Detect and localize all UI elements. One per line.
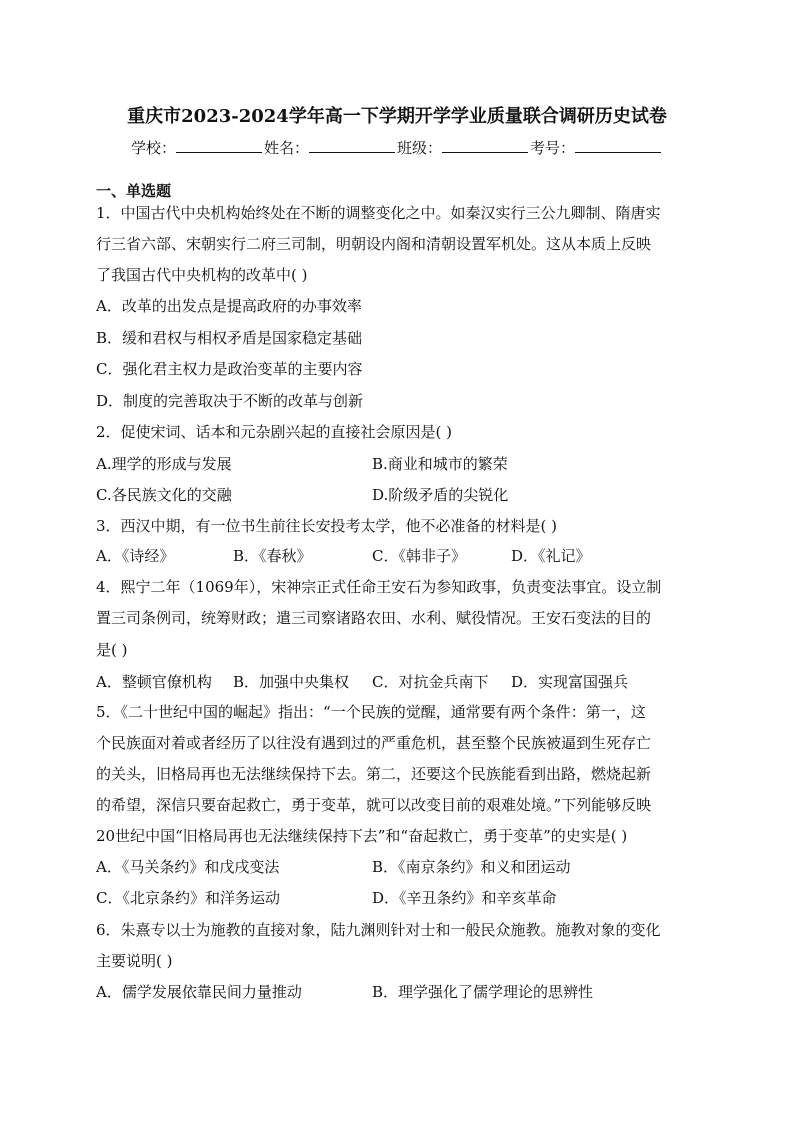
name-label: 姓名： bbox=[263, 139, 309, 157]
question-1-option-b[interactable]: B．缓和君权与相权矛盾是国家稳定基础 bbox=[96, 329, 363, 347]
question-3-line-1: 3．西汉中期，有一位书生前往长安投考太学，他不必准备的材料是( ) bbox=[96, 517, 558, 535]
question-4-option-c[interactable]: C．对抗金兵南下 bbox=[372, 673, 489, 691]
name-blank[interactable] bbox=[309, 138, 395, 153]
question-1-option-c[interactable]: C．强化君主权力是政治变革的主要内容 bbox=[96, 360, 363, 378]
question-4-line-3: 是( ) bbox=[96, 641, 128, 659]
question-3-option-d[interactable]: D．《礼记》 bbox=[511, 547, 591, 565]
question-5-option-d[interactable]: D．《辛丑条约》和辛亥革命 bbox=[372, 889, 557, 907]
question-5-option-b[interactable]: B．《南京条约》和义和团运动 bbox=[372, 858, 571, 876]
question-4-option-a[interactable]: A．整顿官僚机构 bbox=[96, 673, 212, 691]
school-blank[interactable] bbox=[176, 138, 262, 153]
class-blank[interactable] bbox=[442, 138, 528, 153]
question-5-option-c[interactable]: C．《北京条约》和洋务运动 bbox=[96, 889, 280, 907]
question-4-option-d[interactable]: D．实现富国强兵 bbox=[511, 673, 629, 691]
student-info-row bbox=[0, 137, 794, 158]
page-title: 重庆市2023-2024学年高一下学期开学学业质量联合调研历史试卷 bbox=[127, 106, 667, 127]
question-6-option-a[interactable]: A．儒学发展依靠民间力量推动 bbox=[96, 983, 302, 1001]
question-6-option-b[interactable]: B．理学强化了儒学理论的思辨性 bbox=[372, 983, 594, 1001]
question-5-option-a[interactable]: A．《马关条约》和戊戌变法 bbox=[96, 858, 280, 876]
question-5-line-2: 个民族面对着或者经历了以往没有遇到过的严重危机，甚至整个民族被逼到生死存亡 bbox=[96, 734, 652, 752]
question-5-line-5: 20世纪中国“旧格局再也无法继续保持下去”和“奋起救亡，勇于变革”的史实是( ) bbox=[96, 827, 628, 845]
question-2-option-c[interactable]: C.各民族文化的交融 bbox=[96, 486, 232, 504]
question-3-option-a[interactable]: A．《诗经》 bbox=[96, 547, 175, 565]
question-1-option-d[interactable]: D．制度的完善取决于不断的改革与创新 bbox=[96, 392, 364, 410]
question-3-option-c[interactable]: C．《韩非子》 bbox=[372, 547, 466, 565]
question-4-line-2: 置三司条例司，统筹财政；遣三司察诸路农田、水利、赋役情况。王安石变法的目的 bbox=[96, 609, 652, 627]
section-heading: 一、单选题 bbox=[96, 182, 172, 200]
question-4-line-1: 4．熙宁二年（1069年），宋神宗正式任命王安石为参知政事，负责变法事宜。设立制 bbox=[96, 578, 662, 596]
question-6-line-1: 6．朱熹专以士为施教的直接对象，陆九渊则针对士和一般民众施教。施教对象的变化 bbox=[96, 921, 661, 939]
question-2-line-1: 2．促使宋词、话本和元杂剧兴起的直接社会原因是( ) bbox=[96, 423, 453, 441]
question-3-option-b[interactable]: B．《春秋》 bbox=[233, 547, 312, 565]
question-2-option-b[interactable]: B.商业和城市的繁荣 bbox=[372, 455, 508, 473]
class-label: 班级： bbox=[397, 139, 443, 157]
question-6-line-2: 主要说明( ) bbox=[96, 952, 173, 970]
exam-number-blank[interactable] bbox=[575, 138, 661, 153]
question-1-option-a[interactable]: A．改革的出发点是提高政府的办事效率 bbox=[96, 297, 362, 315]
question-1-line-2: 行三省六部、宋朝实行二府三司制，明朝设内阁和清朝设置军机处。这从本质上反映 bbox=[96, 235, 652, 253]
question-5-line-1: 5．《二十世纪中国的崛起》指出：“一个民族的觉醒，通常要有两个条件：第一，这 bbox=[96, 703, 646, 721]
question-2-option-a[interactable]: A.理学的形成与发展 bbox=[96, 455, 232, 473]
question-1-line-3: 了我国古代中央机构的改革中( ) bbox=[96, 266, 308, 284]
question-5-line-3: 的关头，旧格局再也无法继续保持下去。第二，还要这个民族能看到出路，燃烧起新 bbox=[96, 765, 652, 783]
exam-number-label: 考号： bbox=[530, 139, 576, 157]
question-2-option-d[interactable]: D.阶级矛盾的尖锐化 bbox=[372, 486, 509, 504]
school-label: 学校： bbox=[130, 139, 176, 157]
question-4-option-b[interactable]: B．加强中央集权 bbox=[233, 673, 350, 691]
question-1-line-1: 1．中国古代中央机构始终处在不断的调整变化之中。如秦汉实行三公九卿制、隋唐实 bbox=[96, 204, 661, 222]
question-5-line-4: 的希望，深信只要奋起救亡，勇于变革，就可以改变目前的艰难处境。”下列能够反映 bbox=[96, 796, 652, 814]
